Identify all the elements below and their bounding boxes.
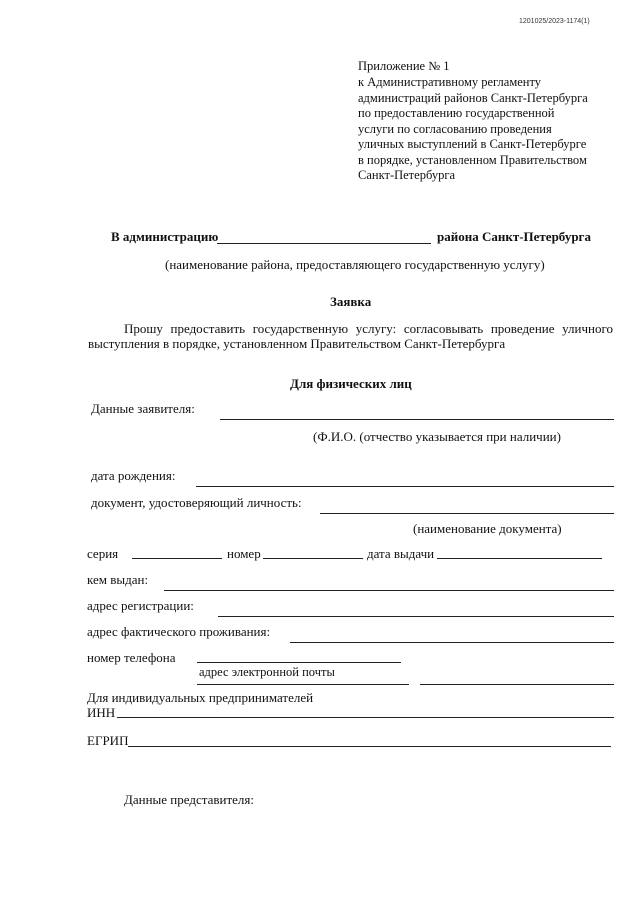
addressee-prefix: В администрацию	[111, 229, 219, 244]
appendix-line: администраций районов Санкт-Петербурга	[358, 91, 588, 105]
reg-address-label: адрес регистрации:	[87, 598, 194, 613]
entrepreneurs-heading: Для индивидуальных предпринимателей	[87, 690, 314, 705]
addressee-suffix: района Санкт-Петербурга	[437, 229, 591, 244]
inn-field[interactable]	[117, 717, 614, 718]
applicant-data-label: Данные заявителя:	[91, 401, 195, 416]
doc-name-hint: (наименование документа)	[413, 521, 562, 536]
id-document-field[interactable]	[320, 513, 614, 514]
issue-date-label: дата выдачи	[367, 546, 435, 561]
actual-address-field[interactable]	[290, 642, 614, 643]
appendix-line: Санкт-Петербурга	[358, 168, 456, 182]
request-text-line2: выступления в порядке, установленном Правительством Санкт-Петербурга	[88, 336, 506, 351]
request-text-line1: Прошу предоставить государственную услугу: согласовывать проведение уличного	[124, 321, 613, 336]
phone-field[interactable]	[197, 662, 401, 663]
email-field-left[interactable]	[197, 684, 409, 685]
appendix-line: в порядке, установленном Правительством	[358, 153, 587, 167]
actual-address-label: адрес фактического проживания:	[87, 624, 271, 639]
series-label: серия	[87, 546, 119, 561]
appendix-line: по предоставлению государственной	[358, 106, 555, 120]
number-label: номер	[227, 546, 261, 561]
fio-hint: (Ф.И.О. (отчество указывается при наличии)	[313, 429, 561, 444]
appendix-line: Приложение № 1	[358, 59, 450, 73]
form-title: Заявка	[330, 294, 372, 309]
number-field[interactable]	[263, 558, 363, 559]
individuals-heading: Для физических лиц	[290, 376, 412, 391]
representative-data-label: Данные представителя:	[124, 792, 254, 807]
appendix-line: услуги по согласованию проведения	[358, 122, 552, 136]
appendix-line: уличных выступлений в Санкт-Петербурге	[358, 137, 587, 151]
birth-date-label: дата рождения:	[91, 468, 176, 483]
appendix-line: к Административному регламенту	[358, 75, 542, 89]
reg-address-field[interactable]	[218, 616, 614, 617]
inn-label: ИНН	[87, 705, 116, 720]
issued-by-label: кем выдан:	[87, 572, 149, 587]
issue-date-field[interactable]	[437, 558, 602, 559]
birth-date-field[interactable]	[196, 486, 614, 487]
series-field[interactable]	[132, 558, 222, 559]
issued-by-field[interactable]	[164, 590, 614, 591]
email-label: адрес электронной почты	[199, 665, 335, 679]
addressee-hint: (наименование района, предоставляющего государственную услугу)	[165, 257, 545, 272]
id-document-label: документ, удостоверяющий личность:	[91, 495, 302, 510]
phone-label: номер телефона	[87, 650, 176, 665]
egrip-label: ЕГРИП	[87, 733, 129, 748]
email-field-right[interactable]	[420, 684, 614, 685]
district-name-field[interactable]	[217, 243, 431, 244]
egrip-field[interactable]	[128, 746, 611, 747]
document-code: 1201025/2023-1174(1)	[519, 18, 590, 25]
applicant-fio-field[interactable]	[220, 419, 614, 420]
